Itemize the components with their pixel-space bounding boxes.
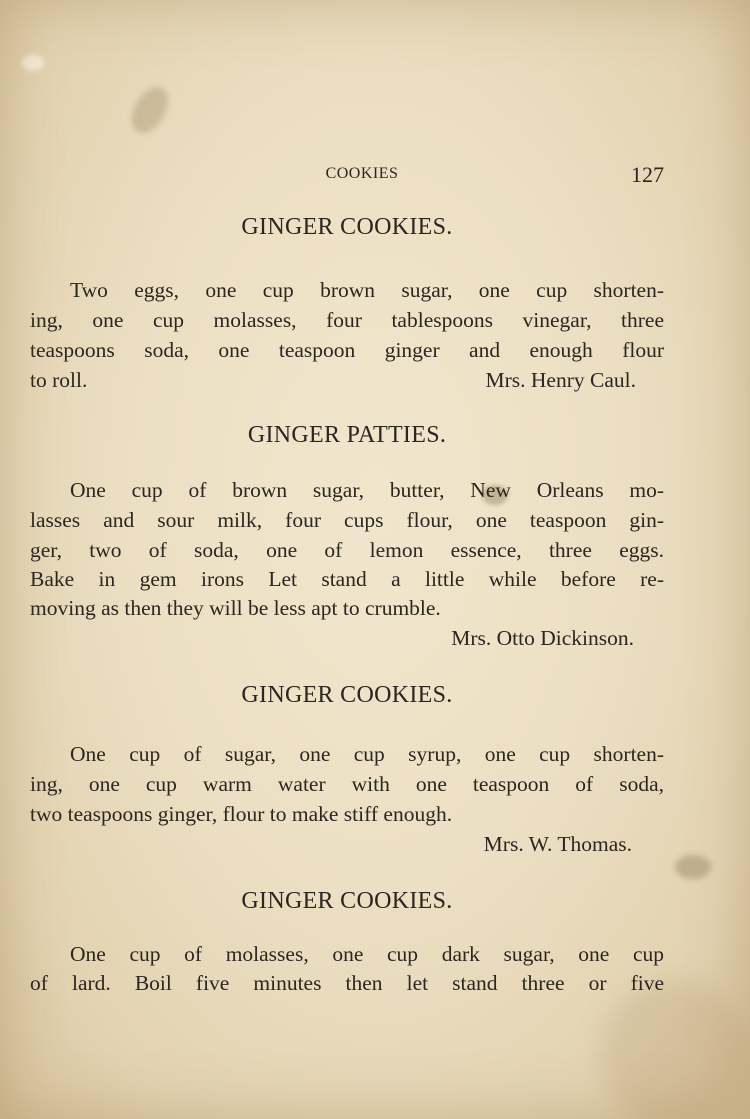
paper-stain — [22, 55, 44, 71]
recipe-title: GINGER COOKIES. — [241, 214, 453, 240]
recipe-author: Mrs. Otto Dickinson. — [451, 626, 634, 650]
page-header — [30, 162, 664, 189]
recipe-line: Bake in gem irons Let stand a little while before re- — [30, 567, 664, 591]
recipe-author: Mrs. W. Thomas. — [483, 832, 632, 856]
paper-stain — [675, 855, 711, 879]
recipe-line: Two eggs, one cup brown sugar, one cup shorten- — [70, 278, 664, 302]
recipe-line: moving as then they will be less apt to crumble. — [30, 596, 441, 620]
recipe-line: two teaspoons ginger, flour to make stiff enough. — [30, 802, 453, 826]
running-head: COOKIES — [325, 165, 399, 182]
recipe-line: One cup of sugar, one cup syrup, one cup shorten- — [70, 742, 664, 766]
recipe-line: One cup of brown sugar, butter, New Orleans mo- — [70, 478, 664, 502]
recipe-line: ing, one cup warm water with one teaspoon of soda, — [30, 772, 664, 796]
recipe-title: GINGER COOKIES. — [241, 682, 453, 708]
paper-stain — [125, 81, 176, 139]
recipe-line: to roll. — [30, 368, 88, 392]
recipe-line: One cup of molasses, one cup dark sugar, one cup — [70, 942, 664, 966]
recipe-line: teaspoons soda, one teaspoon ginger and enough flour — [30, 338, 664, 362]
recipe-title: GINGER COOKIES. — [241, 888, 453, 914]
recipe-line: of lard. Boil five minutes then let stand three or five — [30, 971, 664, 995]
recipe-line: lasses and sour milk, four cups flour, one teaspoon gin- — [30, 508, 664, 532]
recipe-line: ing, one cup molasses, four tablespoons vinegar, three — [30, 308, 664, 332]
recipe-title: GINGER PATTIES. — [247, 422, 447, 448]
page-number: 127 — [631, 162, 664, 187]
recipe-author: Mrs. Henry Caul. — [485, 368, 636, 392]
paper-stain — [600, 980, 750, 1119]
recipe-line: ger, two of soda, one of lemon essence, three eggs. — [30, 538, 664, 562]
